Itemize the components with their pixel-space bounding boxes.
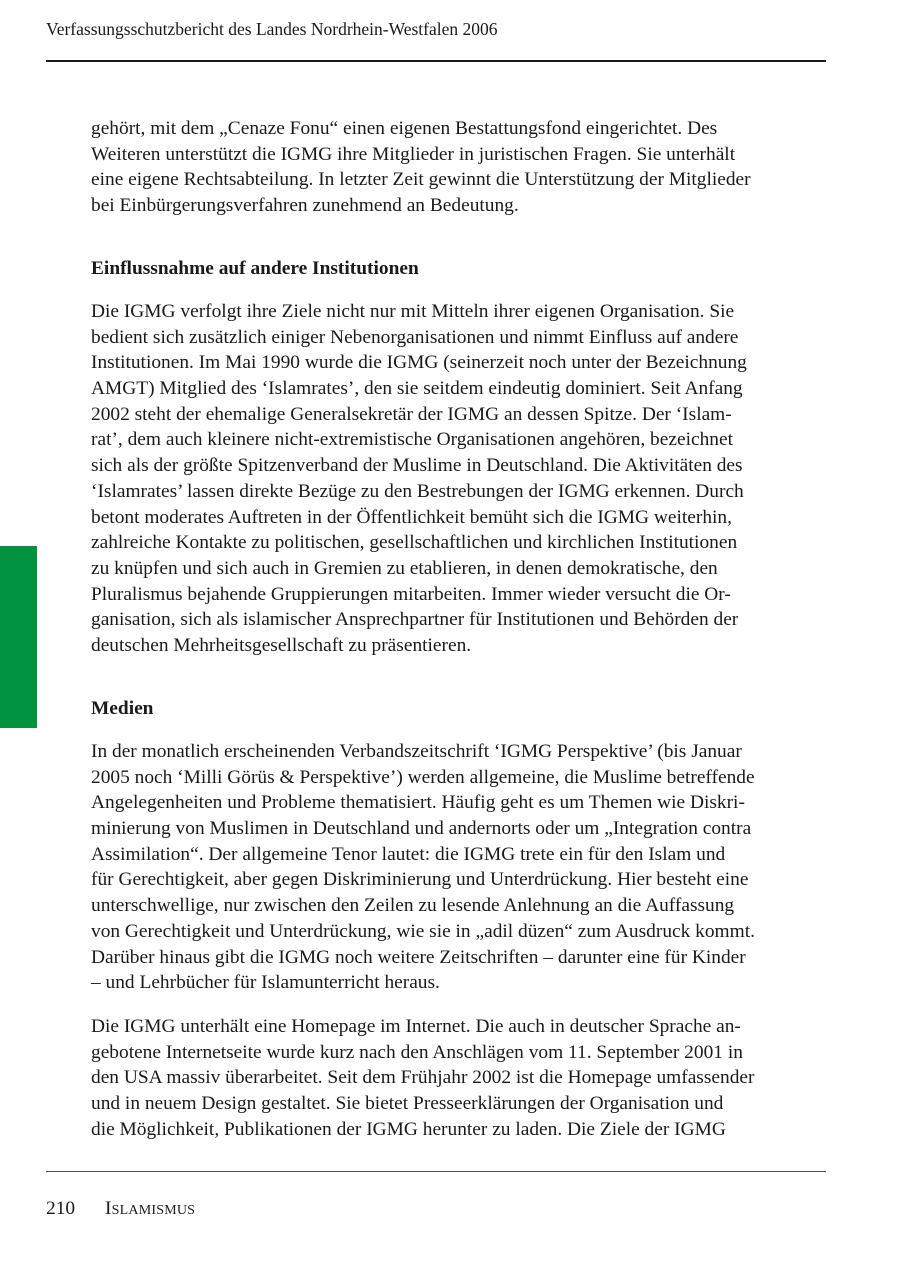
text-line: von Gerechtigkeit und Unterdrückung, wie sie in „adil düzen“ zum Ausdruck kommt. [91,920,755,942]
header-divider [46,60,826,62]
text-line: 2002 steht der ehemalige Generalsekretär der IGMG an dessen Spitze. Der ‘Islam- [91,403,732,425]
section-heading-medien: Medien [91,698,154,719]
text-line: 2005 noch ‘Milli Görüs & Perspektive’) werden allgemeine, die Muslime betreffende [91,766,755,788]
text-line: Pluralismus bejahende Gruppierungen mitarbeiten. Immer wieder versucht die Or- [91,583,731,605]
text-line: Die IGMG verfolgt ihre Ziele nicht nur mit Mitteln ihrer eigenen Organisation. Sie [91,301,735,322]
text-line: betont moderates Auftreten in der Öffentlichkeit bemüht sich die IGMG weiterhin, [91,506,732,528]
text-line: ‘Islamrates’ lassen direkte Bezüge zu den Bestrebungen der IGMG erkennen. Durch [91,480,744,502]
text-line: rat’, dem auch kleinere nicht-extremistische Organisationen angehören, bezeichnet [91,429,733,451]
paragraph-medien-zeitschrift [91,739,831,996]
text-line: zu knüpfen und sich auch in Gremien zu etablieren, in denen demokratische, den [91,557,718,579]
text-line: Die IGMG unterhält eine Homepage im Internet. Die auch in deutscher Sprache an- [91,1016,741,1037]
text-line: bei Einbürgerungsverfahren zunehmend an Bedeutung. [91,195,519,217]
page-number: 210 [46,1198,76,1219]
text-line: eine eigene Rechtsabteilung. In letzter Zeit gewinnt die Unterstützung der Mitglieder [91,169,751,191]
text-line: zahlreiche Kontakte zu politischen, gesellschaftlichen und kirchlichen Institutionen [91,532,738,554]
text-line: Institutionen. Im Mai 1990 wurde die IGMG (seinerzeit noch unter der Bezeichnung [91,352,747,374]
chapter-tab-marker [0,546,37,728]
footer-divider [46,1171,826,1172]
text-line: und in neuem Design gestaltet. Sie bietet Presseerklärungen der Organisation und [91,1093,724,1115]
text-line: Weiteren unterstützt die IGMG ihre Mitglieder in juristischen Fragen. Sie unterhält [91,143,736,165]
text-line: AMGT) Mitglied des ‘Islamrates’, den sie seitdem eindeutig dominiert. Seit Anfang [91,378,743,400]
text-line: die Möglichkeit, Publikationen der IGMG herunter zu laden. Die Ziele der IGMG [91,1118,726,1140]
text-line: unterschwellige, nur zwischen den Zeilen zu lesende Anlehnung an die Auffassung [91,895,735,917]
paragraph-medien-homepage [91,1014,831,1142]
text-line: bedient sich zusätzlich einiger Nebenorganisationen und nimmt Einfluss auf andere [91,326,739,348]
paragraph-bestattungsfond [91,116,831,219]
running-head-title: Verfassungsschutzbericht des Landes Nordrhein-Westfalen 2006 [46,19,498,39]
section-heading-einflussnahme: Einflussnahme auf andere Institutionen [91,258,419,279]
paragraph-einflussnahme [91,299,831,659]
text-line: – und Lehrbücher für Islamunterricht heraus. [91,972,440,994]
text-line: Angelegenheiten und Probleme thematisiert. Häufig geht es um Themen wie Diskri- [91,792,745,814]
text-line: für Gerechtigkeit, aber gegen Diskriminierung und Unterdrückung. Hier besteht eine [91,869,749,891]
text-line: Assimilation“. Der allgemeine Tenor lautet: die IGMG trete ein für den Islam und [91,843,726,865]
text-line: In der monatlich erscheinenden Verbandszeitschrift ‘IGMG Perspektive’ (bis Januar [91,741,742,762]
text-line: gebotene Internetseite wurde kurz nach den Anschlägen vom 11. September 2001 in [91,1041,743,1063]
text-line: den USA massiv überarbeitet. Seit dem Frühjahr 2002 ist die Homepage umfassender [91,1067,755,1089]
text-line: ganisation, sich als islamischer Ansprechpartner für Institutionen und Behörden der [91,609,739,631]
text-line: sich als der größte Spitzenverband der Muslime in Deutschland. Die Aktivitäten des [91,455,743,477]
text-line: deutschen Mehrheitsgesellschaft zu präsentieren. [91,634,472,656]
text-line: Darüber hinaus gibt die IGMG noch weitere Zeitschriften – darunter eine für Kinder [91,946,746,968]
footer-section-name: Islamismus [105,1198,196,1219]
text-line: gehört, mit dem „Cenaze Fonu“ einen eigenen Bestattungsfond eingerichtet. Des [91,118,718,139]
text-line: minierung von Muslimen in Deutschland und andernorts oder um „Integration contra [91,818,752,840]
